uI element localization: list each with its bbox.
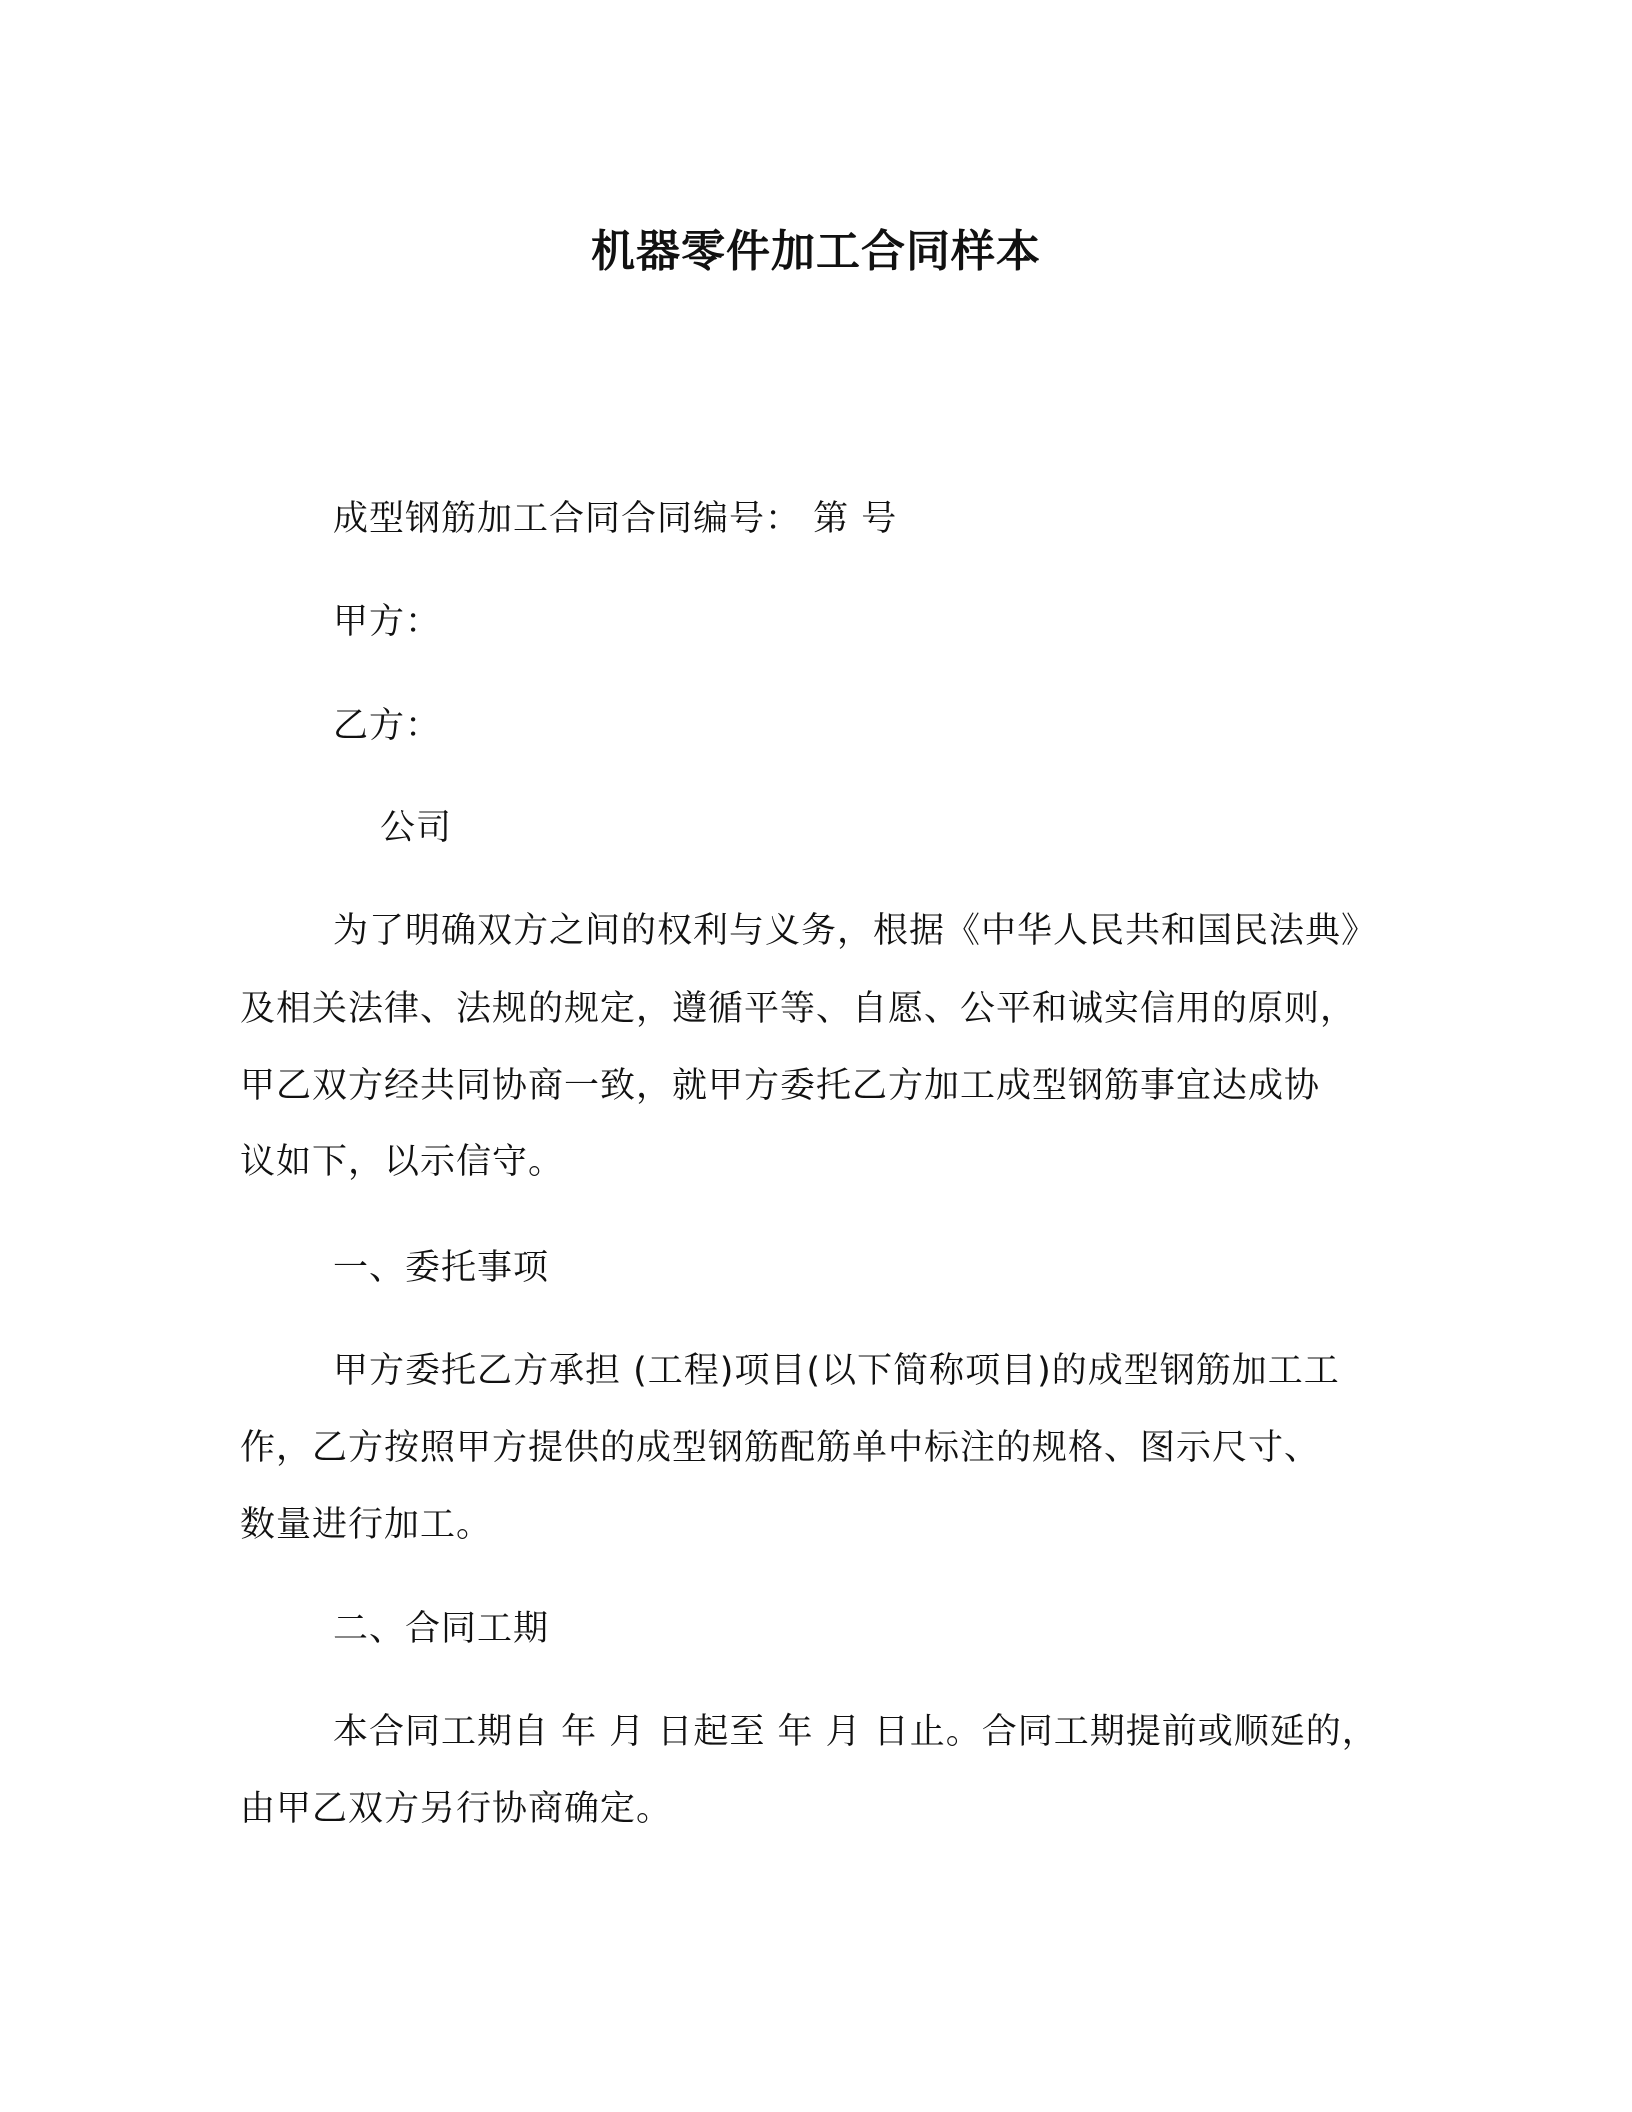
- section-2-paragraph-line: 本合同工期自 年 月 日起至 年 月 日止。合同工期提前或顺延的，: [333, 1712, 1378, 1752]
- party-b-label: 乙方：: [333, 706, 442, 746]
- section-1-paragraph-line: 甲方委托乙方承担 (工程)项目(以下简称项目)的成型钢筋加工工: [333, 1351, 1340, 1391]
- contract-number-line: 成型钢筋加工合同合同编号： 第 号: [333, 499, 898, 539]
- section-2-paragraph-line: 由甲乙双方另行协商确定。: [240, 1789, 673, 1829]
- section-1-heading: 一、委托事项: [333, 1248, 550, 1288]
- section-2-heading: 二、合同工期: [333, 1609, 550, 1649]
- intro-paragraph-line: 甲乙双方经共同协商一致，就甲方委托乙方加工成型钢筋事宜达成协: [240, 1066, 1321, 1106]
- intro-paragraph-line: 为了明确双方之间的权利与义务，根据《中华人民共和国民法典》: [333, 911, 1378, 951]
- company-label: 公司: [380, 808, 453, 848]
- document-title: 机器零件加工合同样本: [591, 226, 1041, 277]
- section-1-paragraph-line: 数量进行加工。: [240, 1505, 493, 1545]
- section-1-paragraph-line: 作，乙方按照甲方提供的成型钢筋配筋单中标注的规格、图示尺寸、: [240, 1428, 1321, 1468]
- intro-paragraph-line: 及相关法律、法规的规定，遵循平等、自愿、公平和诚实信用的原则，: [240, 989, 1357, 1029]
- intro-paragraph-line: 议如下，以示信守。: [240, 1142, 565, 1182]
- party-a-label: 甲方：: [333, 602, 442, 642]
